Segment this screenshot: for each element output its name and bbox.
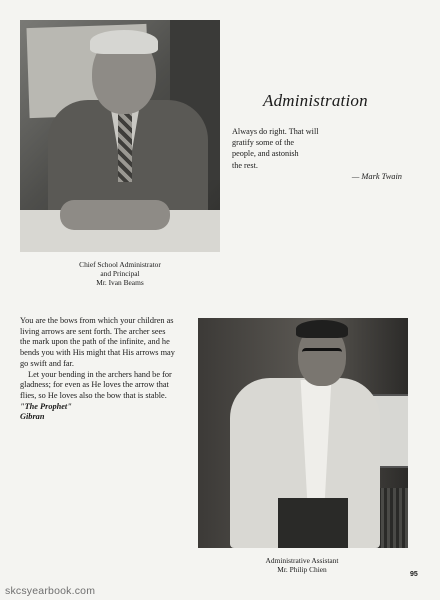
watermark: skcsyearbook.com [5, 585, 96, 597]
quote-line: the rest. [232, 160, 258, 170]
principal-photo [20, 20, 220, 252]
quote-line: bends you with His might that His arrows may [20, 348, 175, 358]
page-title: Administration [263, 91, 368, 110]
assistant-caption [246, 556, 358, 574]
caption-line: Mr. Ivan Beams [96, 278, 144, 288]
quote-source-title: "The Prophet" [20, 401, 72, 411]
quote-line: Always do right. That will [232, 127, 319, 136]
caption-line: Chief School Administrator [79, 260, 161, 269]
quote-line: gratify some of the [232, 138, 295, 148]
quote-line: go swift and far. [20, 358, 74, 368]
quote-line: You are the bows from which your children as [20, 316, 174, 325]
twain-quote [232, 126, 417, 171]
quote-line: people, and astonish [232, 149, 299, 159]
principal-caption [62, 260, 178, 288]
caption-line: Administrative Assistant [265, 556, 339, 565]
quote-line: flies, so He loves also the bow that is stable. [20, 390, 167, 400]
quote-line: gladness; for even as He loves the arrow that [20, 380, 169, 390]
quote-source-author: Gibran [20, 412, 45, 422]
caption-line: Mr. Philip Chien [277, 565, 327, 575]
caption-line: and Principal [100, 269, 140, 279]
quote-line: the mark upon the path of the infinite, and he [20, 337, 170, 347]
quote-line: living arrows are sent forth. The archer sees [20, 326, 166, 336]
assistant-photo [198, 318, 408, 548]
quote-line: Let your bending in the archers hand be for [28, 369, 172, 379]
page-number: 95 [410, 571, 418, 578]
quote-attribution: — Mark Twain [351, 172, 402, 181]
prophet-quote [20, 316, 200, 423]
